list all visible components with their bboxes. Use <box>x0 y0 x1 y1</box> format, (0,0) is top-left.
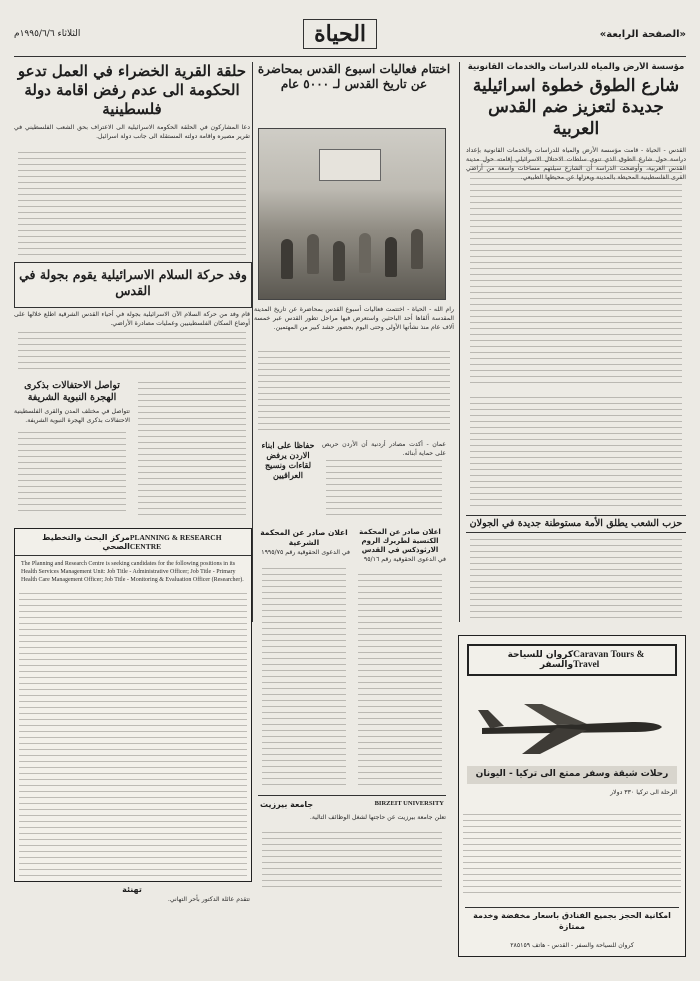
person-figure <box>333 241 345 281</box>
story-land-water-headline: شارع الطوق خطوة اسرائيلية جديدة لتعزيز ضم القدس العربية <box>472 76 680 139</box>
text-lines <box>463 814 681 898</box>
caravan-trips: رحلات شيقة وسفر ممتع الى تركيا - اليونان <box>467 766 677 784</box>
person-figure <box>385 237 397 277</box>
text-lines <box>470 539 682 621</box>
story-land-water <box>466 62 686 392</box>
person-figure <box>307 234 319 274</box>
story-jerusalem-week-body: رام الله - الحياة - اختتمت فعاليات أسبوع القدس بمحاضرة عن تاريخ المدينة المقدسة ألقاها أحد الباحثين واستعرض فيها مراحل تطور القدس عبر خمسة آلاف عام منذ نشأتها الأولى وحتى اليوم بحضور حشد كبير من المهتمين. <box>254 306 454 331</box>
story-land-water-continued <box>466 395 686 510</box>
university-name-ar: جامعة بيرزيت <box>260 800 314 809</box>
text-lines <box>470 160 682 388</box>
story-land-water-kicker: مؤسسة الأرض والمياه للدراسات والخدمات القانونية <box>467 62 685 72</box>
person-figure <box>281 239 293 279</box>
planning-ad-header <box>15 529 251 556</box>
story-jordan-body: عمان - أكدت مصادر أردنية أن الأردن حريص على حماية أبنائه. <box>322 441 446 457</box>
page-header <box>14 12 686 57</box>
text-lines <box>138 382 246 516</box>
story-green-village <box>14 62 250 262</box>
story-golan-headline: حزب الشعب يطلق الأمة مستوطنة جديدة في الجولان <box>466 515 686 533</box>
story-hijra-headline: تواصل الاحتفالات بذكرى الهجرة النبوية الشريفة <box>24 380 120 403</box>
story-peace-now-box <box>14 262 252 308</box>
story-hijra <box>14 380 130 520</box>
text-lines <box>326 460 442 516</box>
caravan-logo-box <box>467 644 677 676</box>
congratulation-body: تتقدم عائلة الدكتور بأحر التهاني. <box>167 896 250 904</box>
caravan-footer: امكانية الحجز بجميع الفنادق باسعار مخفضة وخدمة ممتازة <box>465 907 679 932</box>
story-peace-now-headline: وفد حركة السلام الاسرائيلية يقوم بجولة في القدس <box>19 267 247 298</box>
person-figure <box>359 233 371 273</box>
text-lines <box>470 397 682 506</box>
caravan-name-en: Caravan Tours & Travel <box>573 650 645 670</box>
court-notice-2-body: في الدعوى الحقوقية رقم ٩٥/١٦ <box>363 556 446 564</box>
story-peace-now <box>14 310 250 376</box>
masthead-logo: الحياة <box>303 19 377 49</box>
text-lines <box>18 432 126 516</box>
text-lines <box>258 351 450 431</box>
planning-ad-name-ar: مركز البحث والتخطيط الصحي <box>42 533 130 551</box>
text-lines <box>262 568 346 786</box>
text-lines <box>358 574 442 786</box>
story-jerusalem-week-text <box>254 305 454 435</box>
caravan-offer: الرحلة الى تركيا ٣٣٠ دولار <box>610 788 677 796</box>
section-label: «الصفحة الرابعة» <box>599 28 686 40</box>
person-figure <box>411 229 423 269</box>
caravan-ad <box>458 635 686 957</box>
story-peace-now-body: قام وفد من حركة السلام الآن الاسرائيلية بجولة في أحياء القدس الشرقية اطلع خلالها على أوضاع السكان الفلسطينيين وعمليات مصادرة الأراضي. <box>14 311 250 327</box>
text-lines <box>19 593 247 877</box>
congratulation-notice <box>14 885 250 955</box>
airplane-icon <box>462 684 682 764</box>
caravan-contact: كروان للسياحة والسفر - القدس - هاتف ٢٨٥١٥٩ <box>510 942 634 949</box>
story-jerusalem-week-headline: اختتام فعاليات اسبوع القدس بمحاضرة عن تاريخ القدس لـ ٥٠٠٠ عام <box>257 62 451 91</box>
continued-text <box>134 380 250 520</box>
court-notice-1-body: في الدعوى الحقوقية رقم ١٩٩٥/٧٥ <box>261 548 350 556</box>
university-body: تعلن جامعة بيرزيت عن حاجتها لشغل الوظائف التالية. <box>309 814 446 821</box>
story-green-village-headline: حلقة القرية الخضراء في العمل تدعو الحكومة الى عدم رفض اقامة دولة فلسطينية <box>17 62 247 118</box>
column-divider <box>252 62 253 622</box>
text-lines <box>18 152 246 258</box>
story-hijra-body: تتواصل في مختلف المدن والقرى الفلسطينية الاحتفالات بذكرى الهجرة النبوية الشريفة. <box>14 407 130 424</box>
court-notice-1-title: اعلان صادر عن المحكمة الشرعية <box>260 528 348 547</box>
wall-sign <box>319 149 381 181</box>
column-divider <box>459 62 460 622</box>
court-notice-2 <box>354 528 446 790</box>
planning-ad-name-en: PLANNING & RESEARCH CENTRE <box>129 533 222 551</box>
text-lines <box>18 332 246 372</box>
story-land-water-body: القدس - الحياة - قامت مؤسسة الأرض والمياه للدراسات والخدمات القانونية بإعداد دراسة حول شارع الطوق الذي تنوي سلطات الاحتلال الاسرائيلي إقامته حول مدينة القدس العربية، وأوضحت الدراسة أن الشارع سيلتهم مساحات واسعة من أراضي القرى الفلسطينية المحيطة بالمدينة ويعزلها عن محيطها الطبيعي. <box>466 146 686 181</box>
university-name-en: BIRZEIT UNIVERSITY <box>374 800 444 807</box>
story-green-village-body: دعا المشاركون في الحلقة الحكومة الاسرائيلية الى الاعتراف بحق الشعب الفلسطيني في تقرير مصيره واقامة دولته المستقلة الى جانب دولة اسرائيل. <box>14 124 250 141</box>
court-notice-1 <box>258 528 350 790</box>
event-photo <box>258 128 446 300</box>
issue-date: الثلاثاء ١٩٩٥/٦/٦م <box>14 29 81 39</box>
caravan-name-ar: كروان للسياحة والسفر <box>507 650 574 670</box>
court-notice-2-title: اعلان صادر عن المحكمة الكنسية لطريرك الروم الارثوذكس في القدس <box>359 528 441 555</box>
planning-research-ad <box>14 528 252 882</box>
congratulation-title: تهنئة <box>122 885 142 894</box>
story-jordan <box>258 440 318 520</box>
text-lines <box>262 832 442 892</box>
story-jordan-text <box>322 440 446 520</box>
planning-ad-body: The Planning and Research Centre is seeking candidates for the following positions in its Health Services Management Unit: Job Title - Administrative Officer; Job Title - Primary Health Care Management Officer; Job Title - Monitoring & Evaluation Officer (Researcher). <box>21 561 244 583</box>
university-notice <box>258 795 446 896</box>
story-golan <box>466 515 686 625</box>
story-jordan-headline: حفاظا على ابناء الاردن يرفض لقاءات ونسيج العراقيين <box>261 440 315 480</box>
